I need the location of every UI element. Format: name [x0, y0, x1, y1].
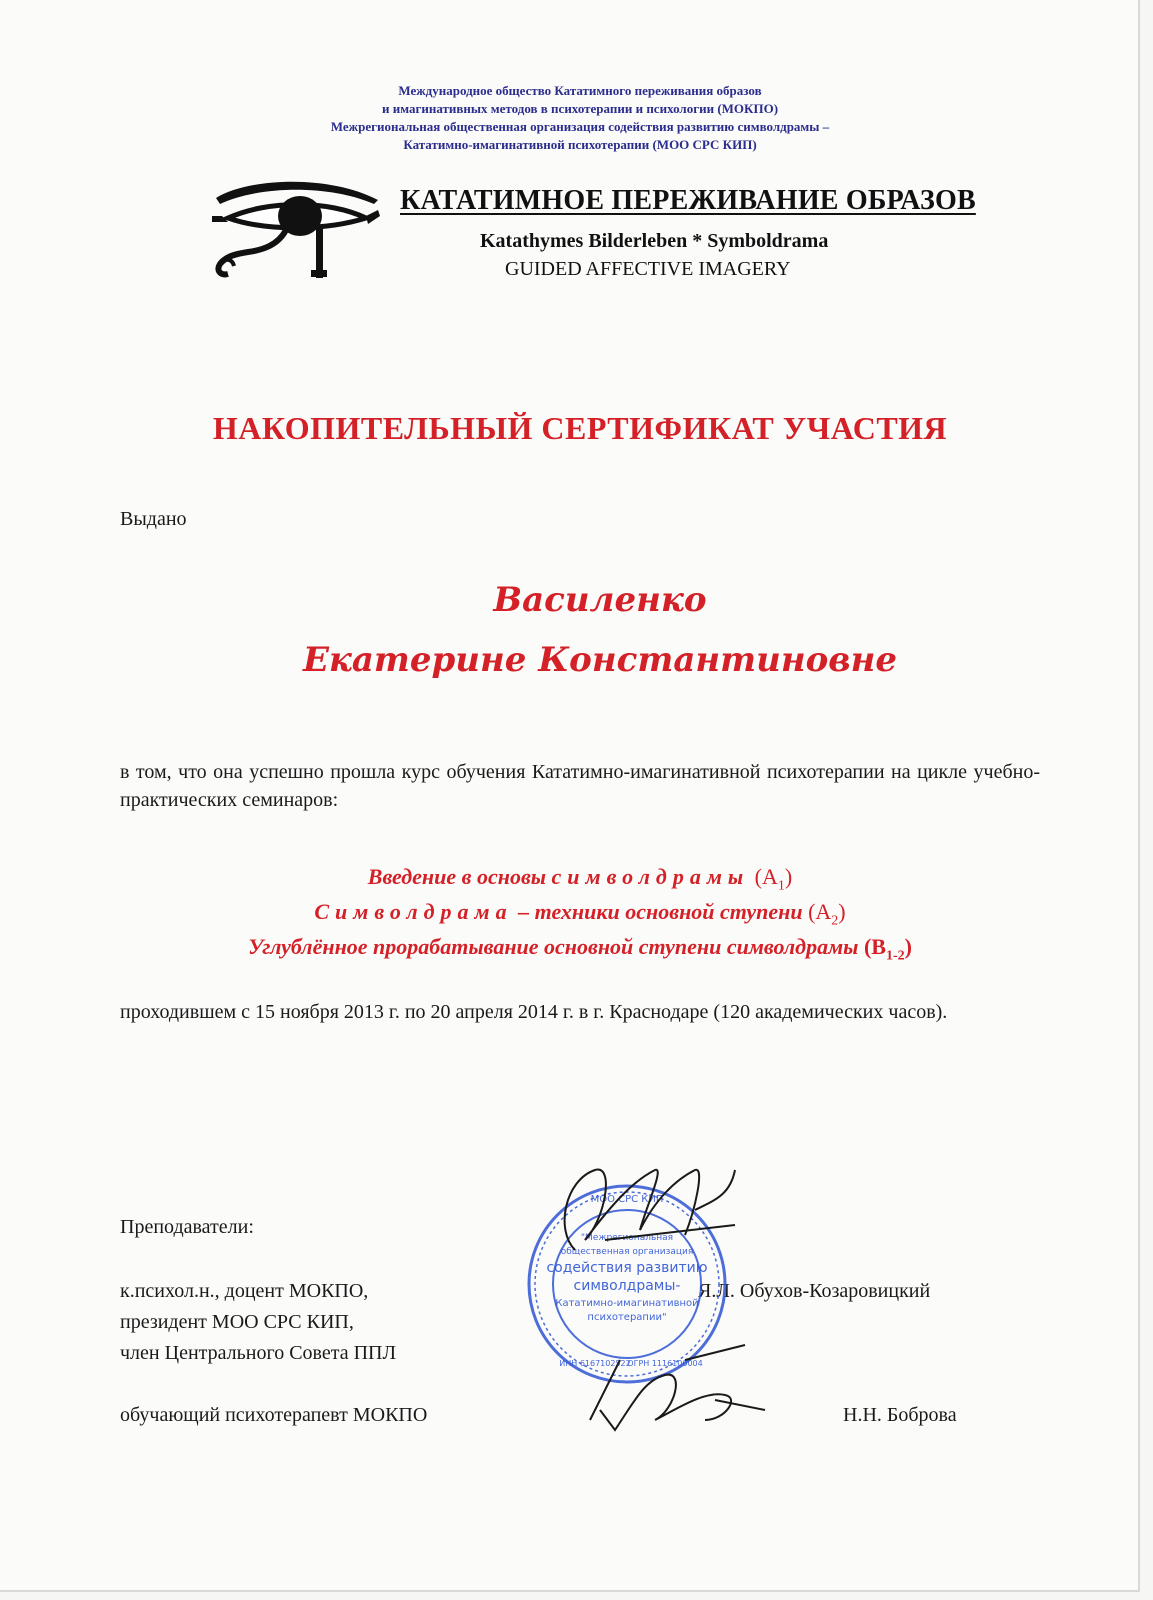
- course-line-1: [100, 864, 1060, 894]
- course-2-code: $(A_2)$: [808, 899, 846, 929]
- stamp-line-1: "Межрегиональная: [580, 1233, 674, 1243]
- org-line-2: и имагинативных методов в психотерапии и психологии (МОКПО): [381, 101, 779, 116]
- teacher-2-title: обучающий психотерапевт МОКПО: [120, 1404, 428, 1426]
- course-2-post: – техники основной ступени: [512, 899, 809, 924]
- recipient-given-names: Екатерине Константиновне: [302, 640, 898, 680]
- stamp-line-4: символдрамы-: [573, 1278, 681, 1294]
- recipient-surname: Василенко: [493, 580, 707, 620]
- course-3-text: Углублённое прорабатывание основной ступени символдрамы: [248, 934, 864, 959]
- course-3-code: $(B_{1-2})$: [863, 934, 912, 964]
- stamp-ogrn: ОГРН 1116100004: [627, 1359, 703, 1368]
- stamp-line-2: общественная организация: [560, 1247, 694, 1257]
- course-1-text: Введение в основы: [367, 864, 552, 889]
- course-line-2: [100, 899, 1060, 929]
- stamp-line-3: содействия развитию: [546, 1260, 708, 1276]
- teachers-label: Преподаватели:: [120, 1216, 254, 1238]
- statement-text: в том, что она успешно прошла курс обучения Кататимно-имагинативной психотерапии на цикле учебно-практических семинаров:: [120, 761, 1040, 811]
- course-1-code: $(A_1)$: [754, 864, 793, 894]
- stamp-line-6: психотерапии": [587, 1312, 667, 1323]
- teacher-2-name: Н.Н. Боброва: [843, 1404, 957, 1426]
- org-line-1: Международное общество Кататимного переживания образов: [398, 83, 762, 98]
- stamp-line-5: Кататимно-имагинативной: [555, 1298, 699, 1309]
- org-line-3: Межрегиональная общественная организация содействия развитию символдрамы –: [330, 119, 830, 134]
- logo-subtitle-english: GUIDED AFFECTIVE IMAGERY: [505, 258, 791, 280]
- teacher-1-name: Я.Л. Обухов-Козаровицкий: [698, 1280, 931, 1302]
- signature-1: [545, 1140, 745, 1280]
- org-line-4: Кататимно-имагинативной психотерапии (МОО СРС КИП): [403, 137, 757, 152]
- logo-title: КАТАТИМНОЕ ПЕРЕЖИВАНИЕ ОБРАЗОВ: [400, 185, 976, 216]
- teacher-1-title-line-3: член Центрального Совета ППЛ: [120, 1342, 397, 1364]
- logo-subtitle-german: Katathymes Bilderleben * Symboldrama: [480, 230, 829, 252]
- stamp-inn: ИНН 6167102522: [559, 1359, 631, 1368]
- issued-label: Выдано: [120, 508, 187, 530]
- course-line-3: [100, 934, 1060, 964]
- course-2-spaced: Символдрама: [314, 899, 513, 924]
- period-text: проходившем с 15 ноября 2013 г. по 20 апреля 2014 г. в г. Краснодаре (120 академических часов).: [120, 1001, 948, 1023]
- certificate-title: НАКОПИТЕЛЬНЫЙ СЕРТИФИКАТ УЧАСТИЯ: [212, 410, 948, 446]
- eye-of-horus-icon: [208, 170, 383, 285]
- stamp-outer-text: МОО СРС КИП: [590, 1194, 664, 1205]
- signature-2: [575, 1340, 775, 1450]
- teacher-1-title-line-1: к.психол.н., доцент МОКПО,: [120, 1280, 369, 1302]
- course-1-spaced: символдрамы: [551, 864, 750, 889]
- teacher-1-title-line-2: президент МОО СРС КИП,: [120, 1311, 354, 1333]
- organization-header: [200, 82, 960, 154]
